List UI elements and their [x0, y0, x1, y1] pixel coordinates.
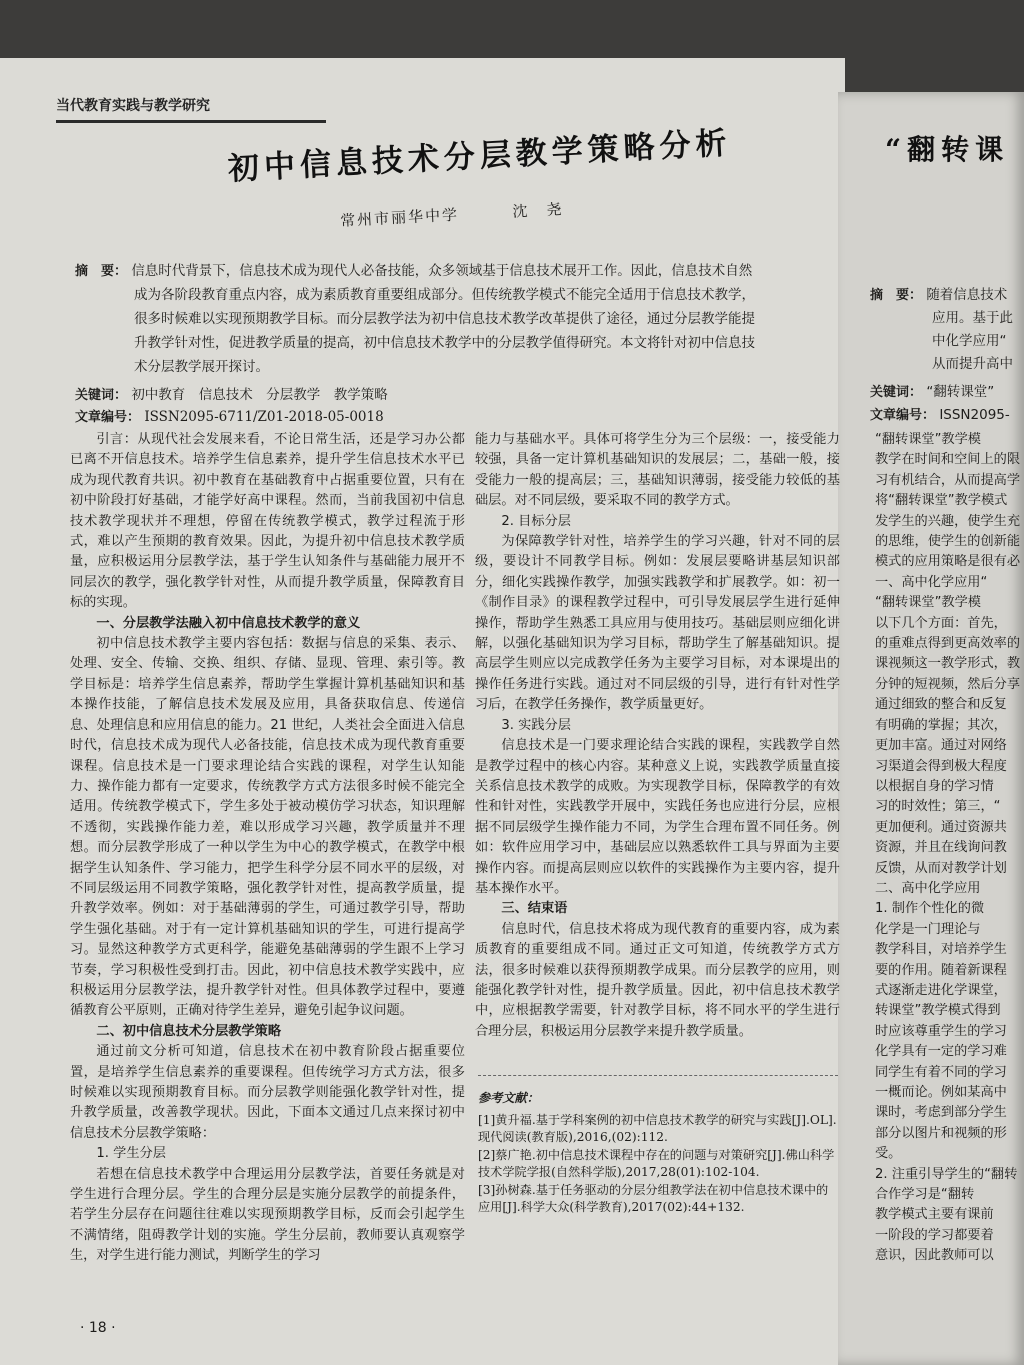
- right-abstract-line: 中化学应用“: [932, 333, 1007, 349]
- paragraph: 为保障教学针对性，培养学生的学习兴趣，针对不同的层级，要设计不同教学目标。例如：发展层要略讲基层知识部分，细化实践操作教学，加强实践教学和扩展教学。如：初一《制作目录》的课程教学过程中，可引导发展层学生进行延伸操作，帮助学生熟悉工具应用与使用技巧。基础层则应细化讲解，以强化基础知识为学习目标，帮助学生了解基础知识。提高层学生则应以完成教学任务为主要学习目标，对本课堤出的操作任务进行实践。通过对不同层级的引导，进行有针对性学习后，在教学任务操作，教学质量更好。: [475, 534, 840, 713]
- journal-header: 当代教育实践与教学研究: [56, 94, 326, 123]
- right-line: 合作学习是“翻转: [875, 1187, 975, 1203]
- right-line: 课视频这一教学形式，教: [875, 656, 1021, 672]
- subsection-heading: 3. 实践分层: [501, 717, 571, 733]
- right-line: 2. 注重引导学生的“翻转: [875, 1166, 1018, 1182]
- keywords-row: [75, 386, 388, 405]
- right-line: 反馈，从而对教学计划: [875, 860, 1007, 876]
- right-article-number-label: 文章编号：: [870, 408, 936, 423]
- article-title: 初中信息技术分层教学策略分析: [227, 125, 733, 188]
- right-line: 1. 制作个性化的微: [875, 901, 985, 917]
- right-line: “翻转课堂”教学模: [875, 595, 981, 611]
- right-line: 时应该尊重学生的学习: [875, 1023, 1007, 1039]
- right-line: 课时，考虑到部分学生: [875, 1105, 1007, 1121]
- middle-column: [475, 430, 840, 1042]
- abstract-line: 升教学针对性，促进教学质量的提高，初中信息技术教学中的分层教学值得研究。本文将针对初中信息技: [134, 335, 755, 351]
- section-heading: 一、分层教学法融入初中信息技术教学的意义: [96, 615, 361, 631]
- references: [478, 1090, 838, 1217]
- right-article-title: “翻转课: [885, 133, 1010, 166]
- right-column: [875, 430, 1024, 1267]
- right-line: 转课堂”教学模式得到: [875, 1003, 1001, 1019]
- right-line: 教学在时间和空间上的限: [875, 452, 1021, 468]
- paragraph: 初中信息技术教学主要内容包括：数据与信息的采集、表示、处理、安全、传输、交换、组织、存储、显现、管理、索引等。教学目标是：培养学生信息素养，帮助学生掌握计算机基础知识和基本操作技能，了解信息技术发展及应用，具备获取信息、传递信息、处理信息和应用信息的能力。21 世纪，人类社会全面进入信息时代，信息技术成为现代人必备技能，信息技术成为现代教育重要课程。信息技术是一门要求理论结合实践的课程，对学生认知能力、操作能力都有一定要求，传统教学方式方法很多时候不能完全适用。传统教学模式下，学生多处于被动模仿学习状态，知识理解不透彻，实践操作能力差，难以形成学习兴趣，教学质量并不理想。而分层教学形成了一种以学生为中心的教学模式，在教学中根据学生认知条件、学习能力，把学生科学分层不同水平的层级，对不同层级运用不同教学策略，强化教学针对性，提高教学质量，提升教学效率。例如：对于基础薄弱的学生，可通过教学引导，帮助学生强化基础。对于有一定计算机基础知识的学生，可进行提高学习。显然这种教学方式更科学，能避免基础薄弱的学生跟不上学习节奏，学习积极性受到打击。因此，初中信息技术教学实践中，应积极运用分层教学法，提升教学针对性。但具体教学过程中，要遵循教育公平原则，正确对待学生差异，避免引起争议问题。: [70, 636, 465, 1019]
- abstract-label: 摘 要：: [75, 264, 128, 279]
- right-line: 教学模式主要有课前: [875, 1207, 994, 1223]
- paragraph: 若想在信息技术教学中合理运用分层教学法，首要任务就是对学生进行合理分层。学生的合理分层是实施分层教学的前提条件，若学生分层存在问题往往难以实现预期教学目标，反而会引起学生不满情绪，阻碍教学计划的实施。学生分层前，教师要认真观察学生，对学生进行能力测试，判断学生的学习: [70, 1166, 465, 1264]
- abstract-line: 很多时候难以实现预期教学目标。而分层教学法为初中信息技术教学改革提供了途径，通过分层教学能提: [134, 311, 755, 327]
- abstract-line: 术分层教学展开探讨。: [134, 359, 269, 375]
- right-line: 要的作用。随着新课程: [875, 962, 1007, 978]
- paragraph: 通过前文分析可知道，信息技术在初中教育阶段占据重要位置，是培养学生信息素养的重要课程。但传统学习方式方法，很多时候难以实现预期教育目标。而分层教学则能强化教学针对性，提升教学质量，改善教学现状。因此，下面本文通过几点来探讨初中信息技术分层教学策略：: [70, 1044, 465, 1141]
- right-line: 通过细致的整合和反复: [875, 697, 1007, 713]
- right-line: 习的时效性；第三，“: [875, 799, 1001, 815]
- right-line: 二、高中化学应用: [875, 880, 981, 896]
- author: 沈 尧: [512, 200, 564, 221]
- right-keywords: “翻转课堂”: [926, 384, 995, 400]
- subsection-heading: 2. 目标分层: [501, 513, 571, 529]
- article-number: ISSN2095-6711/Z01-2018-05-0018: [144, 409, 384, 425]
- right-line: 同学生有着不同的学习: [875, 1064, 1007, 1080]
- right-article-number: ISSN2095-: [939, 407, 1010, 423]
- right-line: 教学科目，对培养学生: [875, 942, 1007, 958]
- right-abstract-line: 随着信息技术: [926, 287, 1008, 303]
- paragraph: 引言：从现代社会发展来看，不论日常生活，还是学习办公都已离不开信息技术。培养学生信息素养，提升学生信息技术水平已成为现代教育共识。初中教育在基础教育中占据重要位置，只有在初中阶段打好基础，才能学好高中课程。然而，当前我国初中信息技术教学现状并不理想，停留在传统教学模式，教学过程流于形式，难以产生预期的教育效果。因此，为提升初中信息技术教学质量，应积极运用分层教学法，基于学生认知条件与基础能力展开不同层次的教学，强化教学针对性，从而提升教学质量，保障教育目标的实现。: [70, 432, 465, 611]
- right-line: 资源，并且在线询问教: [875, 840, 1007, 856]
- paragraph: 信息技术是一门要求理论结合实践的课程，实践教学自然是教学过程中的核心内容。某种意义上说，实践教学质量直接关系信息技术教学的成败。为实现教学目标，保障教学的有效性和针对性，实践教学开展中，实践任务也应进行分层，应根据不同层级学生操作能力不同，为学生合理布置不同任务。例如：软件应用学习中，基础层应以熟悉软件工具与界面为主要操作内容。而提高层则应以软件的实践操作为主要内容，提升基本操作水平。: [475, 738, 840, 896]
- right-line: 式逐渐走进化学课堂，: [875, 982, 1007, 998]
- section-heading: 三、结束语: [501, 901, 568, 917]
- right-abstract-label: 摘 要：: [870, 288, 923, 303]
- right-line: 化学是一门理论与: [875, 921, 981, 937]
- subsection-heading: 1. 学生分层: [96, 1146, 166, 1162]
- right-abstract-line: 从而提升高中: [932, 356, 1013, 372]
- right-line: 模式的应用策略是很有必: [875, 554, 1021, 570]
- reference-item: [3]孙树森.基于任务驱动的分层分组教学法在初中信息技术课中的应用[J].科学大众(科学教育),2017(02):44+132.: [478, 1182, 829, 1214]
- right-line: 更加便利。通过资源共: [875, 819, 1007, 835]
- right-line: 习有机结合，从而提高学: [875, 472, 1021, 488]
- right-line: 一阶段的学习都要着: [875, 1227, 994, 1243]
- right-line: 以下几个方面：首先，: [875, 615, 1007, 631]
- affiliation: 常州市丽华中学: [339, 205, 460, 230]
- right-line: 一概而论。例如某高中: [875, 1085, 1007, 1100]
- right-line: 习渠道会得到极大程度: [875, 758, 1007, 774]
- reference-divider: [478, 1075, 838, 1076]
- reference-item: [1]黄升福.基于学科案例的初中信息技术教学的研究与实践[J].OL].现代阅读(教育版),2016,(02):112.: [478, 1112, 837, 1144]
- right-line: 的重难点得到更高效率的: [875, 636, 1021, 652]
- left-column: [70, 430, 465, 1267]
- right-line: 部分以图片和视频的形: [875, 1125, 1007, 1141]
- right-line: 更加丰富。通过对网络: [875, 738, 1007, 754]
- keywords-label: 关键词：: [75, 388, 128, 403]
- section-heading: 二、初中信息技术分层教学策略: [96, 1023, 282, 1039]
- article-number-label: 文章编号：: [75, 410, 141, 425]
- right-line: 以根据自身的学习情: [875, 778, 994, 794]
- reference-item: [2]蔡广艳.初中信息技术课程中存在的问题与对策研究[J].佛山科学技术学院学报(自然科学版),2017,28(01):102-104.: [478, 1147, 835, 1179]
- keywords: 初中教育 信息技术 分层教学 教学策略: [131, 387, 388, 403]
- references-title: 参考文献：: [478, 1091, 539, 1105]
- right-line: “翻转课堂”教学模: [875, 432, 981, 447]
- right-line: 有明确的掌握；其次，: [875, 717, 1007, 733]
- paragraph: 能力与基础水平。具体可将学生分为三个层级：一，接受能力较强，具备一定计算机基础知识的发展层；二，基础一般，接受能力一般的提高层；三，基础知识薄弱，接受能力较低的基础层。对不同层级，要采取不同的教学方式。: [475, 432, 840, 509]
- abstract-line: 信息时代背景下，信息技术成为现代人必备技能，众多领域基于信息技术展开工作。因此，信息技术自然: [131, 263, 753, 279]
- right-line: 发学生的兴趣，使学生充: [875, 513, 1021, 529]
- right-line: 化学具有一定的学习难: [875, 1044, 1007, 1060]
- right-line: 意识，因此教师可以: [875, 1248, 994, 1264]
- right-abstract-line: 应用。基于此: [932, 310, 1013, 326]
- right-line: 的思维，使学生的创新能: [875, 534, 1021, 550]
- right-line: 一、高中化学应用“: [875, 574, 988, 590]
- article-number-row: [75, 408, 384, 427]
- paragraph: 信息时代，信息技术将成为现代教育的重要内容，成为素质教育的重要组成不同。通过正文可知道，传统教学方式方法，很多时候难以获得预期教学成果。而分层教学的应用，则能强化教学针对性，提升教学质量。因此，初中信息技术教学中，应根据教学需要，针对教学目标，将不同水平的学生进行合理分层，积极运用分层教学来提升教学质量。: [475, 921, 840, 1039]
- right-line: 将“翻转课堂”教学模式: [875, 493, 1008, 509]
- page-number: · 18 ·: [80, 1320, 116, 1336]
- right-keywords-label: 关键词：: [870, 385, 923, 400]
- right-line: 受。: [875, 1146, 902, 1162]
- right-line: 分钟的短视频，然后分享: [875, 676, 1021, 692]
- abstract-line: 成为各阶段教育重点内容，成为素质教育重要组成部分。但传统教学模式不能完全适用于信息技术教学，: [134, 287, 755, 303]
